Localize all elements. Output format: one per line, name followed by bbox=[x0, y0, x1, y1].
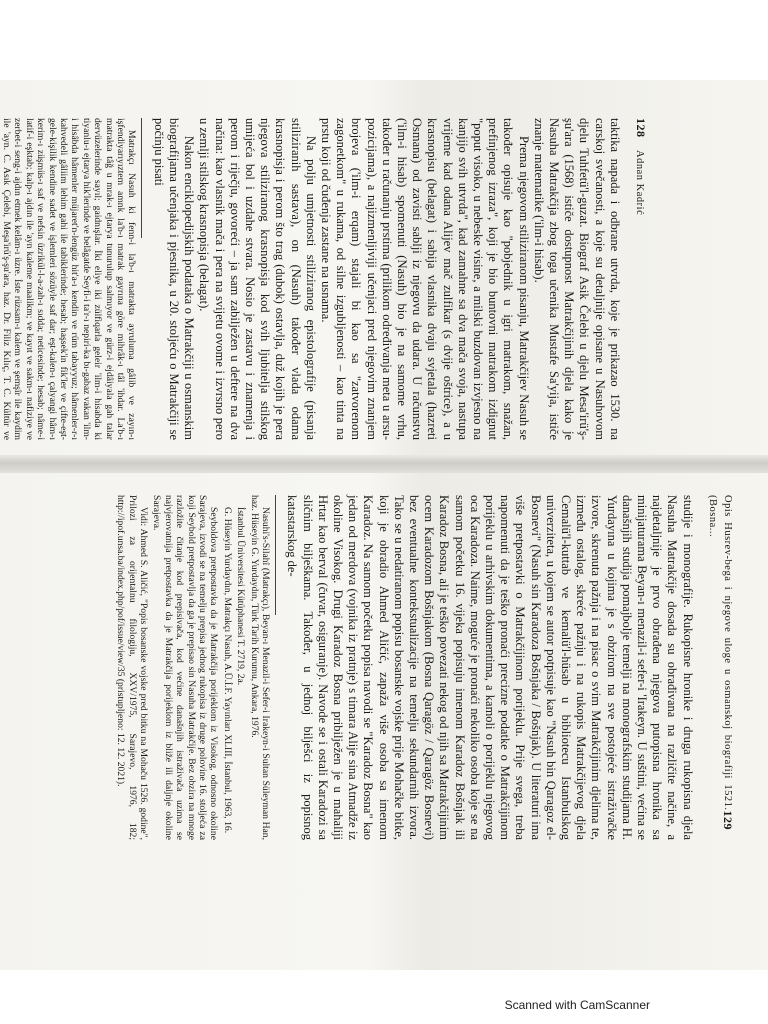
right-page-number: 129 bbox=[721, 810, 735, 830]
left-paragraph: Na polju umjetnosti stiliziranog epistolografije (pisanja stiliziranih sastava), on (Nasuh) također vlada odama krasnopisja i perom što trag (dubok) ostavlja, duž kojih je pera njegova stiliziranog krasnopisja kod svih ljubitelja stilskog umijeća bol i uzdahe stvara. Nosio je zastavu i znamenja i perom i riječju, govoreći – ja sam zabilježen u deftere na dva načina: kao vlasnik mača i pera na svijetu ovome i izvrsno pero u zemlji stilskog krasnopisja (belagat). bbox=[197, 118, 318, 440]
footnote-divider bbox=[142, 118, 143, 238]
book-spine bbox=[0, 455, 768, 473]
left-page bbox=[1, 118, 648, 440]
left-page-header bbox=[632, 118, 648, 440]
left-page-author: Adnan Kadrić bbox=[634, 150, 645, 216]
right-page-header bbox=[705, 495, 735, 840]
right-footnote: Nasuhi's-Silahî (Matrakçı), Beyan-ı Menazil-i Sefer-i Irakeyn-i Sultan Süleyman Han, haz. Hüseyin G. Yurdaydın, Türk Tarih Kurumu, Ankara, 1976. bbox=[248, 495, 272, 840]
right-paragraph: studije i monografije. Rukopisne hronike i druga rukopisna djela Nasuha Matrakčije dosada su obrađivana na različite načine, a najdetaljnije je prvo obrađena njegova putopisna hronika sa minijaturama Beyan-ı menazil-i sefer-i 'Irakeyn. U suštini, većina se današnjih studija pomajbolje temelji na monografskim studijama H. Yurdayına u kojima je s obzirom na sve postojeće istraživačke izvore, skrenuta pažnja i na pisac o svim Matrakčijinim djelima te, između ostalog, skreće pažnju i na rukopis Matrakčijevog djela Cemalü'l-kuttab ve kemalü'l-hüsab u bibliotecu Istanbulskog univerziteta, u kojem se autor potpisuje kao "Nasuh bin Qaragoz el-Bosnevi" (Nasuh sin Karadoza Bošnjaka / Bošnjak). U literaturi ima više pretpostavki o Matrakčijinom porijeklu. Prije svega, treba napomenuti da je teško pronaći precizne podatke o Matrakčijinom porijeklu u arhivskim dokumentima, a kamoli o porijeklu njegovog oca Karadoza. Naime, moguće je pronaći nekoliko osoba koje se na samom početku 16. vijeka popisuju imenom Karadoz Bošnjak ili Karadoz Bosna, ali je teško povezati nekog od njih sa Matrakčijinim ocem Karadozom Bošnjakom (Bosna Qaragöz / Qaragöz Bosnevi) bez eventualne kontekstualizacije na temelju sekundarnih izvora. Tako se u nedatiranom popisu bosanske vojske prije Mohačke bitke, koji je obradio Ahmed Aličić, zapaža više osoba sa imenom Karadoz. Na samom početku popisa navodi se "Karadoz Bosna" kao jedan od merdova (vojnika iz pratnje) s timara Alije sina Atmadže iz okoline Visokog. Drugi Karadoz Bosna pribilježen je u mahaliji Hrtar kao berval (čuvar, osiguranje). Navode se i ostali Karadozi sa sličnim bilješkama. Također, u jednoj bilješci iz popisnog katastarskog de- bbox=[285, 495, 695, 840]
scanner-footer bbox=[0, 992, 768, 1024]
right-footnote: Vidi: Ahmed S. Aličić, "Popis bosanske vojske pred bitku na Mohaču 1526. godine", Prilozi za orijentalnu filologiju, XXV/1975, Sarajevo, 1976, 182; http://ipof.unsa.ba/index.php/pof/issue/view/35 (pristupljeno: 12. 12. 2021). bbox=[115, 495, 150, 840]
right-page-running-title: Opis Husrev-bega i njegove uloge u osmanskoj biografiji 1521. (Bosna... bbox=[706, 495, 733, 811]
left-paragraph: taktika napada i odbrane utvrda, koje je prikazao 1530. na carskoj svečanosti, a koje su detaljnije opisane u Nasuhovom djelu Tuhfetü'l-guzat. Biograf Asik Čelebi u djelu Mesa'irü'ş-şu'ara (1568) ističe dostupnost Matrakčijinih djela kako je Nasuha Matrakčija zbog toga učenika Mustafe Sa'yija, ističe znanje matematike ('ilm-i hisab). bbox=[531, 118, 622, 440]
scanner-watermark-label: Scanned with CamScanner bbox=[504, 998, 650, 1012]
left-paragraph: Nakon enciklopedijskih podataka o Matrakčiji u osmanskim biografijama učenjaka i pjesnika, u 20. stoljeću o Matrakčiji se počinju pisati bbox=[151, 118, 197, 440]
right-footnote: Seyboldova pretpostavka da je Matrakčija porijeklom iz Visokog, odnosno okoline Sarajeva, izvodi se na temelju prepisa jednog rukopisa iz druge polovine 16. stoljeća za koji Seybold pretpostavlja da ga je prepisao sin Nasuha Matrakčije. Bez obzira na mnoge razložite čitanje kod prepisivača, kod većine današnjih istraživača uzima se najvjerovatnija pretpostavka da je Matrakčija porijeklom iz bliže ili daljnje okoline Sarajeva. bbox=[151, 495, 220, 840]
right-footnote: İstanbul Üniversitesi Kütüphanesi T. 2719, 2a. bbox=[235, 507, 247, 686]
left-footnote: Matrakçı Nasuh ki fenn-i la'b-ı matrakta ayruluma gâlib ve zayın-ı işfendiyarıyıztem amnk la'b-ı matrak gayrına göre mihrâk-ı tâl 'ihdar. La'b-ı matrakta tâğ u mrak-ı ejtarya tunurulup salmıyor ve gürz-i ejdâiyala gah talar dervüzelerinde sayıl; gaidnışlar. İki eliye iki zülfiqarla geleir 'ilm-i hisabda ki tiyanlu-ı ejtarya hik'lerinde ve belâgatde Seyfi-i ta'r-ı nepiri-ka bı-gabaz vakan 'ilm-i hisâbda hâmenler müjaret'n-lengüz hit'a-ı kendin ve rüm tabayyuz; hâmenler-r-ı kahvedeli gâliim lehim gahi ile tabiklerinde; hesab; haşsek'in fik'ler ve çifte-eşt-gele-kişilik kendine sadet ve işlemleri sözüyle saf dar; eşt-kalen-ı çalyangi hâm-ı kerim-ı züşmüs-ı saf ve nefsin üzrikül-l-a-zah-ı sıdda; neticesinde; hesab; nâme-i latif-i eşktab; kalp-ı ajdın ile 'ayn kaleme maalikm; ve kayıt ve sakm-ı nafiziye ve zerbet-i seng-i ajdın etmek kelâm-ı üzre. İste rüzsam-ı kalem ve şemşîr ile kaydim ile 'ayn. C. Asık Çelebi, Meşa'irü'ş-şu'ara, haz. Dr. Filiz Kılıç, T. C. Kültür ve bbox=[1, 118, 138, 440]
right-page bbox=[45, 495, 735, 840]
left-paragraph: Prema njegovom stiliziranom pisanju, Matrakčijev Nasuh se također opisuje kao "pobjednik u igri matrakom, snažan, prefinjenog izraza", koji je bio buntovni matrakom izdignut "poput visoko, u nebeske visine, a milski buzdovan izvjesno na kanjijo svih utvrda", kad zamahne sa dva mača svoja, nastupa vrijeme kad odana Alijev mač zulfikar (s dvije oštrice), a u krasnopisu (belagat) i sabija vlasnika dvaju svjetala (hazreti Osmana) od zavisti sablji iz njegovu da udara. U računstvu ('ilm-i hisab) spomenuti (Nasuh) bio je na samome vrhu, također u računanju prstima (prilikom određivanja meta u arsu-pozicijama), a najizmenljiviji učenjaci pred njegovim znanjem brojeva ('ilm-i erqam) stajali bi kao sa "zatvorenom zagonetkom" u rukama, od silne izgubljenosti – kao tinta na prstu koji od čuđenja zastane na usnama. bbox=[318, 118, 531, 440]
right-footnote: G. Hüseyin Yurdaydın, Matrakçı Nasuh, A.Ü.İ.F. Yayınları XLIII, İstanbul, 1963, 16. bbox=[221, 507, 233, 834]
left-page-number: 128 bbox=[634, 118, 648, 138]
footnote-divider bbox=[275, 495, 276, 615]
